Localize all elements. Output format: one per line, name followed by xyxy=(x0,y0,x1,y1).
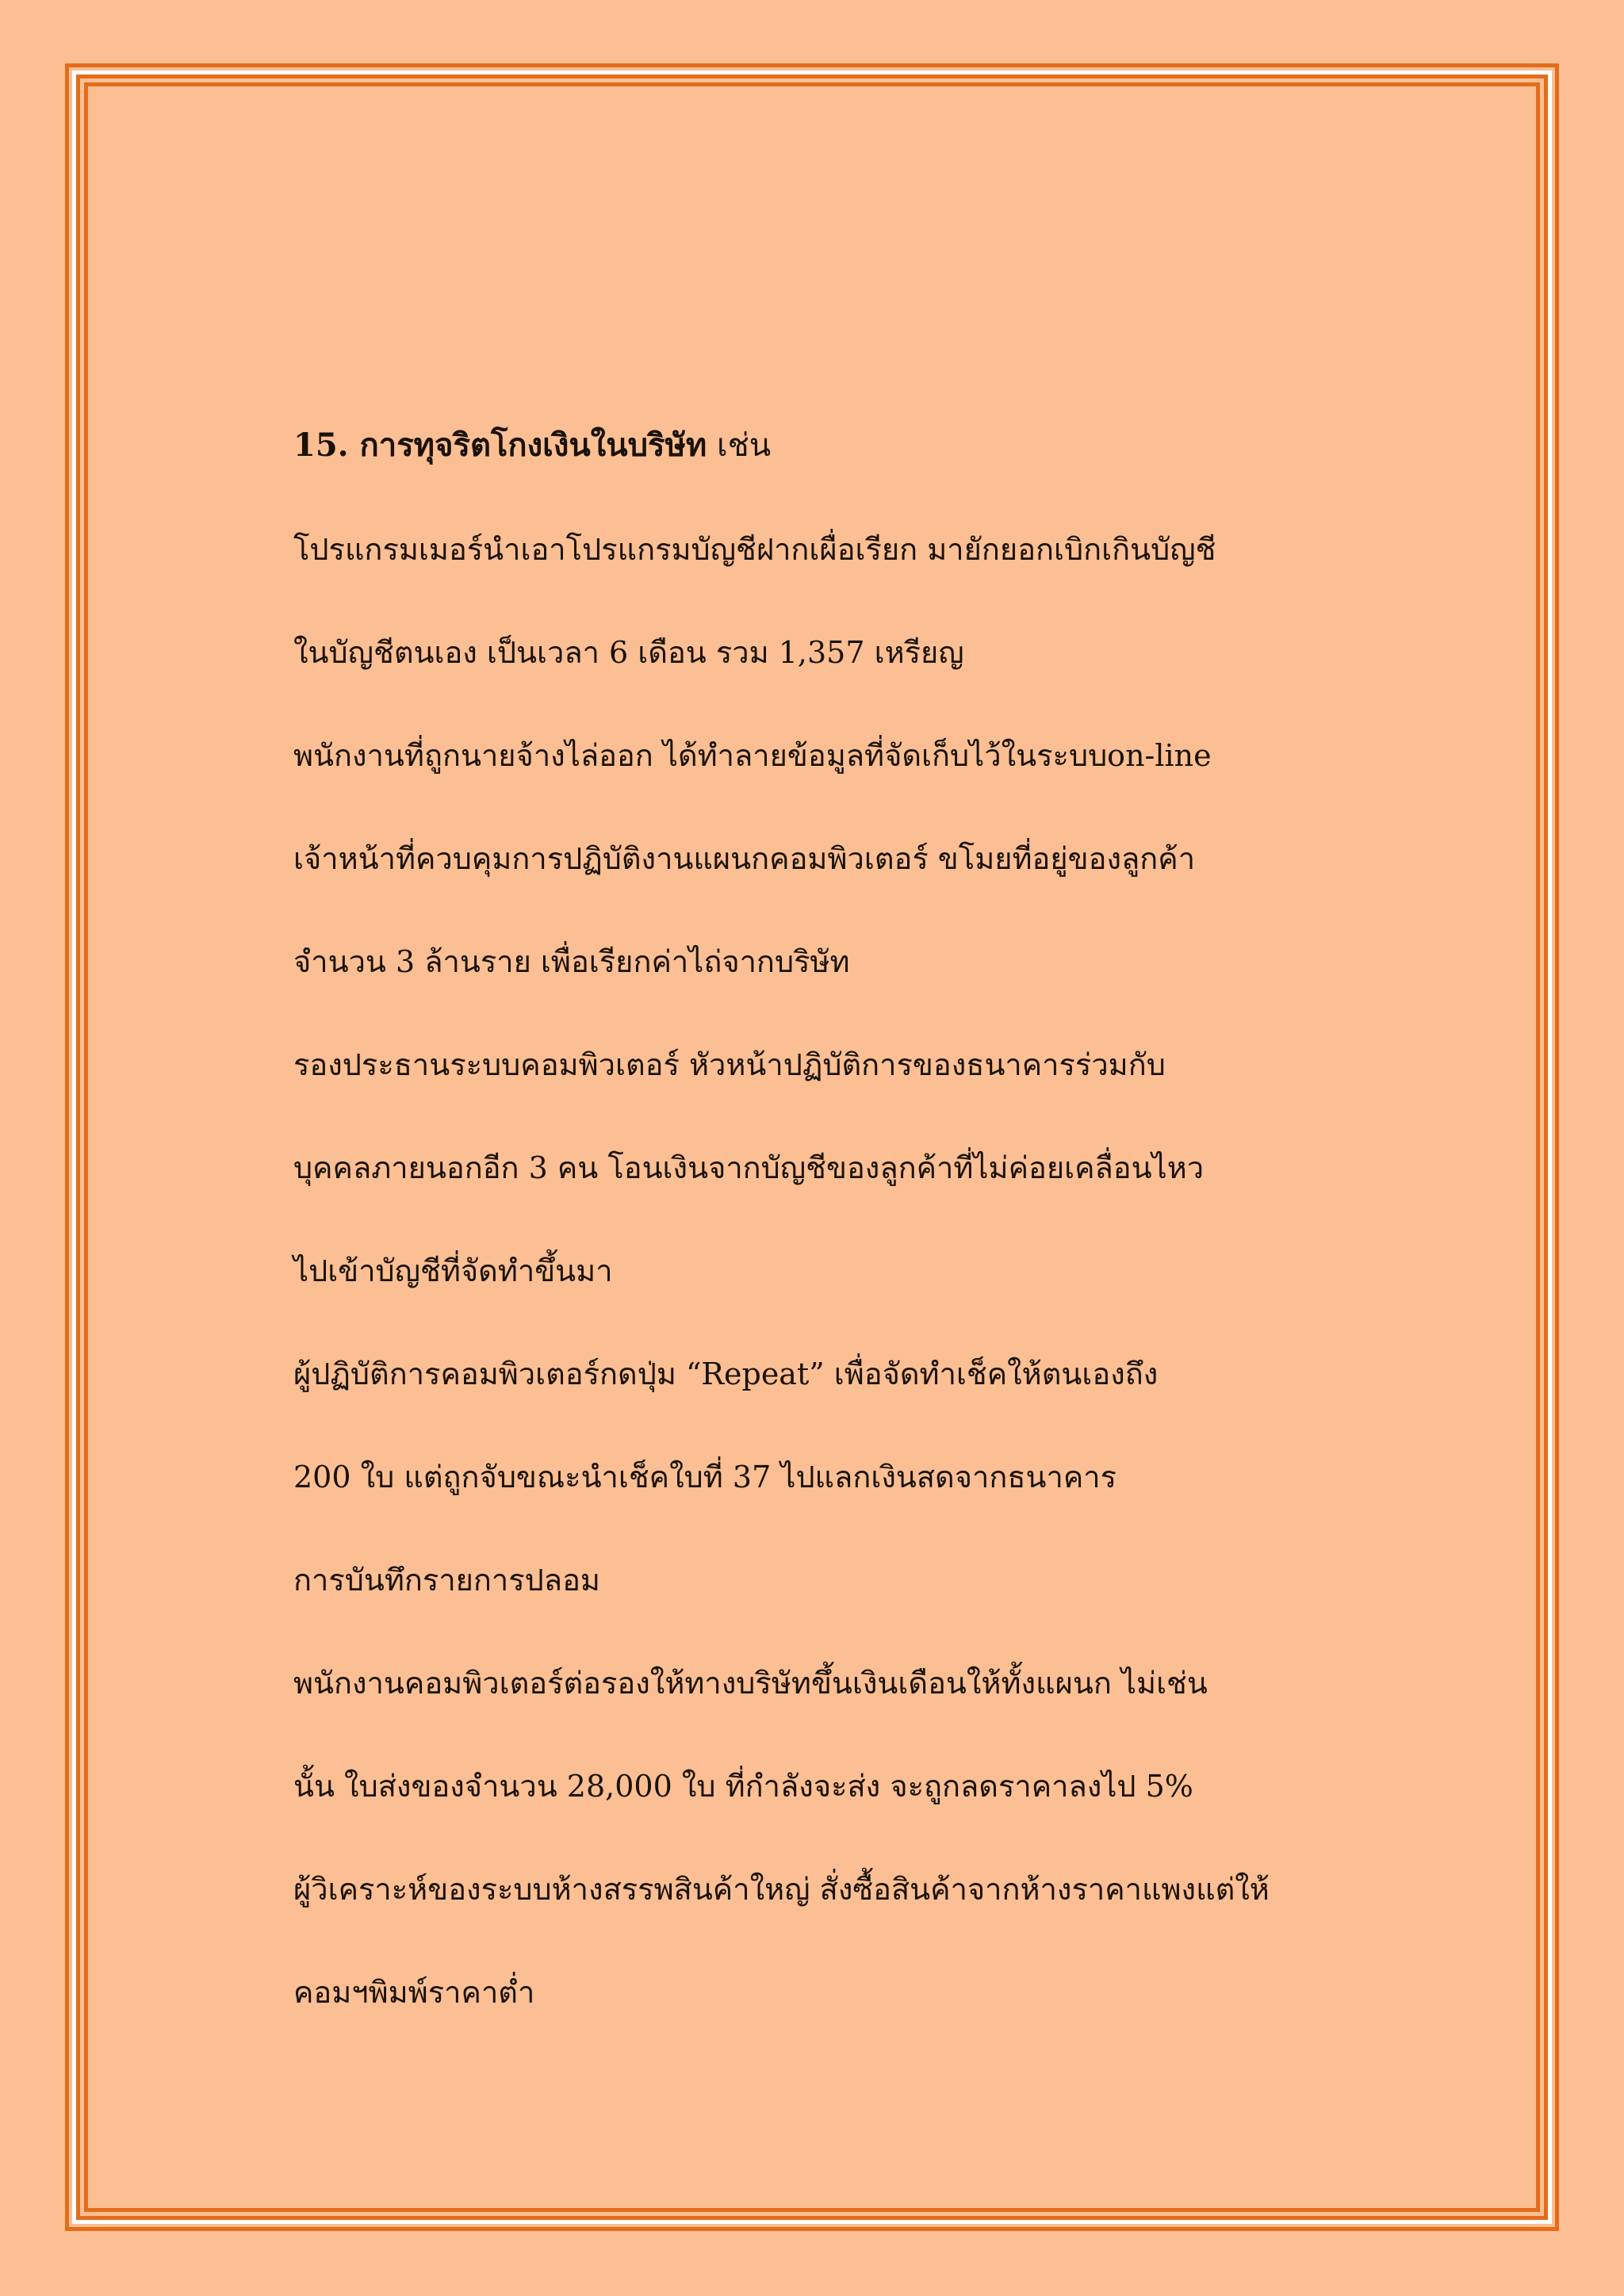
text-line: โปรแกรมเมอร์นำเอาโปรแกรมบัญชีฝากเผื่อเรียก มายักยอกเบิกเกินบัญชี xyxy=(293,532,1216,567)
section-heading-bold: 15. การทุจริตโกงเงินในบริษัท xyxy=(293,427,707,464)
text-line: การบันทึกรายการปลอม xyxy=(293,1563,600,1598)
text-line: 200 ใบ แต่ถูกจับขณะนำเช็คใบที่ 37 ไปแลกเงินสดจากธนาคาร xyxy=(293,1460,1117,1494)
text-line: นั้น ใบส่งของจำนวน 28,000 ใบ ที่กำลังจะส่ง จะถูกลดราคาลงไป 5% xyxy=(293,1769,1193,1804)
text-line: พนักงานที่ถูกนายจ้างไล่ออก ได้ทำลายข้อมูลที่จัดเก็บไว้ในระบบon-line xyxy=(293,738,1212,773)
text-line: บุคคลภายนอกอีก 3 คน โอนเงินจากบัญชีของลูกค้าที่ไม่ค่อยเคลื่อนไหว xyxy=(293,1150,1205,1185)
section-heading xyxy=(293,412,1404,479)
text-line: ไปเข้าบัญชีที่จัดทำขึ้นมา xyxy=(293,1253,613,1288)
text-line: จำนวน 3 ล้านราย เพื่อเรียกค่าไถ่จากบริษัท xyxy=(293,944,850,979)
text-line: ในบัญชีตนเอง เป็นเวลา 6 เดือน รวม 1,357 เหรียญ xyxy=(293,635,964,670)
text-line: คอมฯพิมพ์ราคาต่ำ xyxy=(293,1975,535,2010)
text-line: ผู้วิเคราะห์ของระบบห้างสรรพสินค้าใหญ่ สั่งซื้อสินค้าจากห้างราคาแพงแต่ให้ xyxy=(293,1872,1270,1907)
text-line: เจ้าหน้าที่ควบคุมการปฏิบัติงานแผนกคอมพิวเตอร์ ขโมยที่อยู่ของลูกค้า xyxy=(293,841,1196,876)
text-line: รองประธานระบบคอมพิวเตอร์ หัวหน้าปฏิบัติการของธนาคารร่วมกับ xyxy=(293,1047,1166,1082)
example-lines xyxy=(293,498,1404,2044)
document-body xyxy=(293,412,1404,2044)
section-heading-suffix: เช่น xyxy=(716,427,772,464)
text-line: พนักงานคอมพิวเตอร์ต่อรองให้ทางบริษัทขึ้นเงินเดือนให้ทั้งแผนก ไม่เช่น xyxy=(293,1666,1208,1701)
text-line: ผู้ปฏิบัติการคอมพิวเตอร์กดปุ่ม “Repeat” เพื่อจัดทำเช็คให้ตนเองถึง xyxy=(293,1357,1159,1391)
